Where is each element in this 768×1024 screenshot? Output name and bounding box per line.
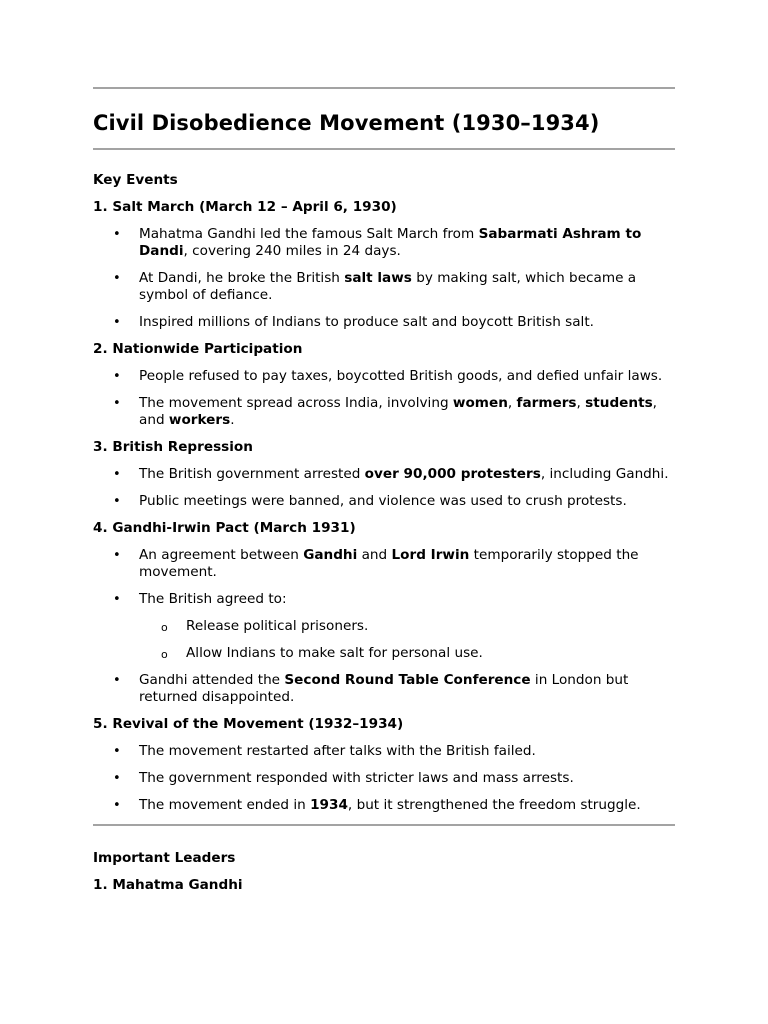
key-events-label: Key Events xyxy=(93,172,178,188)
bullet-item xyxy=(93,672,675,706)
document-body xyxy=(93,172,675,904)
sub-bullet-icon: o xyxy=(161,648,168,661)
bullet-item xyxy=(93,395,675,429)
text-run: Gandhi attended the xyxy=(139,672,285,688)
bullet-text xyxy=(139,493,627,509)
bold-text: students xyxy=(585,395,653,411)
section-divider xyxy=(93,824,675,826)
title-divider xyxy=(93,148,675,150)
bold-text: Lord Irwin xyxy=(391,547,470,563)
bullet-list xyxy=(93,368,675,429)
leader-heading: 1. Mahatma Gandhi xyxy=(93,877,243,893)
sub-bullet-text: Release political prisoners. xyxy=(186,618,369,634)
text-run: People refused to pay taxes, boycotted British goods, and defied unfair laws. xyxy=(139,368,663,384)
bullet-icon: • xyxy=(113,396,121,411)
bullet-text xyxy=(139,547,639,580)
bullet-list xyxy=(93,466,675,510)
sub-bullet-icon: o xyxy=(161,621,168,634)
bold-text: Sabarmati Ashram to Dandi xyxy=(139,226,642,259)
bullet-item xyxy=(93,591,675,662)
section-heading: 5. Revival of the Movement (1932–1934) xyxy=(93,716,404,732)
text-run: Public meetings were banned, and violence was used to crush protests. xyxy=(139,493,627,509)
text-run: An agreement between xyxy=(139,547,304,563)
bullet-list xyxy=(93,743,675,814)
bullet-item xyxy=(93,493,675,510)
bullet-icon: • xyxy=(113,592,121,607)
bullet-item xyxy=(93,547,675,581)
text-run: , and xyxy=(139,395,657,428)
bullet-text xyxy=(139,395,657,428)
important-leaders-section xyxy=(93,850,675,894)
bullet-text xyxy=(139,270,636,303)
bullet-item xyxy=(93,368,675,385)
text-run: and xyxy=(357,547,392,563)
bullet-item xyxy=(93,743,675,760)
important-leaders-label: Important Leaders xyxy=(93,850,236,866)
bullet-text xyxy=(139,770,574,786)
text-run: The British agreed to: xyxy=(139,591,287,607)
bullet-text xyxy=(139,314,594,330)
bullet-icon: • xyxy=(113,744,121,759)
bold-text: 1934 xyxy=(310,797,348,813)
sub-bullet-item xyxy=(139,618,675,635)
bullet-item xyxy=(93,314,675,331)
leaders-list xyxy=(93,877,675,894)
text-run: by making salt, which became a symbol of defiance. xyxy=(139,270,637,303)
bullet-icon: • xyxy=(113,271,121,286)
bullet-text xyxy=(139,797,641,813)
bullet-icon: • xyxy=(113,548,121,563)
bullet-text xyxy=(139,743,536,759)
text-run: The government responded with stricter laws and mass arrests. xyxy=(139,770,574,786)
sub-bullet-item xyxy=(139,645,675,662)
bullet-list xyxy=(93,226,675,331)
bullet-list xyxy=(93,547,675,706)
bullet-item xyxy=(93,466,675,483)
bullet-text xyxy=(139,466,669,482)
text-run: , but it strengthened the freedom struggle. xyxy=(347,797,641,813)
bullet-icon: • xyxy=(113,315,121,330)
text-run: The movement restarted after talks with the British failed. xyxy=(139,743,536,759)
sub-bullet-list xyxy=(139,618,675,662)
text-run: in London but returned disappointed. xyxy=(139,672,629,705)
bullet-icon: • xyxy=(113,494,121,509)
bullet-icon: • xyxy=(113,467,121,482)
text-run: , xyxy=(576,395,586,411)
section-heading: 1. Salt March (March 12 – April 6, 1930) xyxy=(93,199,397,215)
text-run: , xyxy=(507,395,517,411)
bullet-icon: • xyxy=(113,227,121,242)
text-run: At Dandi, he broke the British xyxy=(139,270,345,286)
bullet-item xyxy=(93,270,675,304)
bullet-item xyxy=(93,226,675,260)
text-run: . xyxy=(230,412,235,428)
text-run: , covering 240 miles in 24 days. xyxy=(183,243,401,259)
section-heading: 2. Nationwide Participation xyxy=(93,341,303,357)
sub-bullet-text: Allow Indians to make salt for personal use. xyxy=(186,645,483,661)
bullet-icon: • xyxy=(113,673,121,688)
bold-text: Gandhi xyxy=(303,547,358,563)
bullet-text xyxy=(139,368,662,384)
text-run: The movement spread across India, involving xyxy=(139,395,453,411)
bullet-text xyxy=(139,672,628,705)
text-run: temporarily stopped the movement. xyxy=(139,547,639,580)
section-heading: 4. Gandhi-Irwin Pact (March 1931) xyxy=(93,520,356,536)
bold-text: workers xyxy=(168,412,231,428)
bold-text: Second Round Table Conference xyxy=(284,672,531,688)
bullet-text xyxy=(139,226,641,259)
bold-text: salt laws xyxy=(344,270,412,286)
bold-text: over 90,000 protesters xyxy=(364,466,541,482)
text-run: Mahatma Gandhi led the famous Salt March from xyxy=(139,226,479,242)
section-heading: 3. British Repression xyxy=(93,439,253,455)
bullet-item xyxy=(93,770,675,787)
bullet-icon: • xyxy=(113,369,121,384)
top-divider xyxy=(93,87,675,89)
bullet-item xyxy=(93,797,675,814)
bullet-icon: • xyxy=(113,771,121,786)
key-events-sections xyxy=(93,199,675,814)
text-run: The British government arrested xyxy=(139,466,365,482)
bold-text: women xyxy=(452,395,508,411)
text-run: , including Gandhi. xyxy=(540,466,669,482)
bold-text: farmers xyxy=(516,395,577,411)
text-run: The movement ended in xyxy=(139,797,311,813)
text-run: Inspired millions of Indians to produce salt and boycott British salt. xyxy=(139,314,594,330)
bullet-text xyxy=(139,591,287,607)
page-title: Civil Disobedience Movement (1930–1934) xyxy=(93,111,600,135)
bullet-icon: • xyxy=(113,798,121,813)
